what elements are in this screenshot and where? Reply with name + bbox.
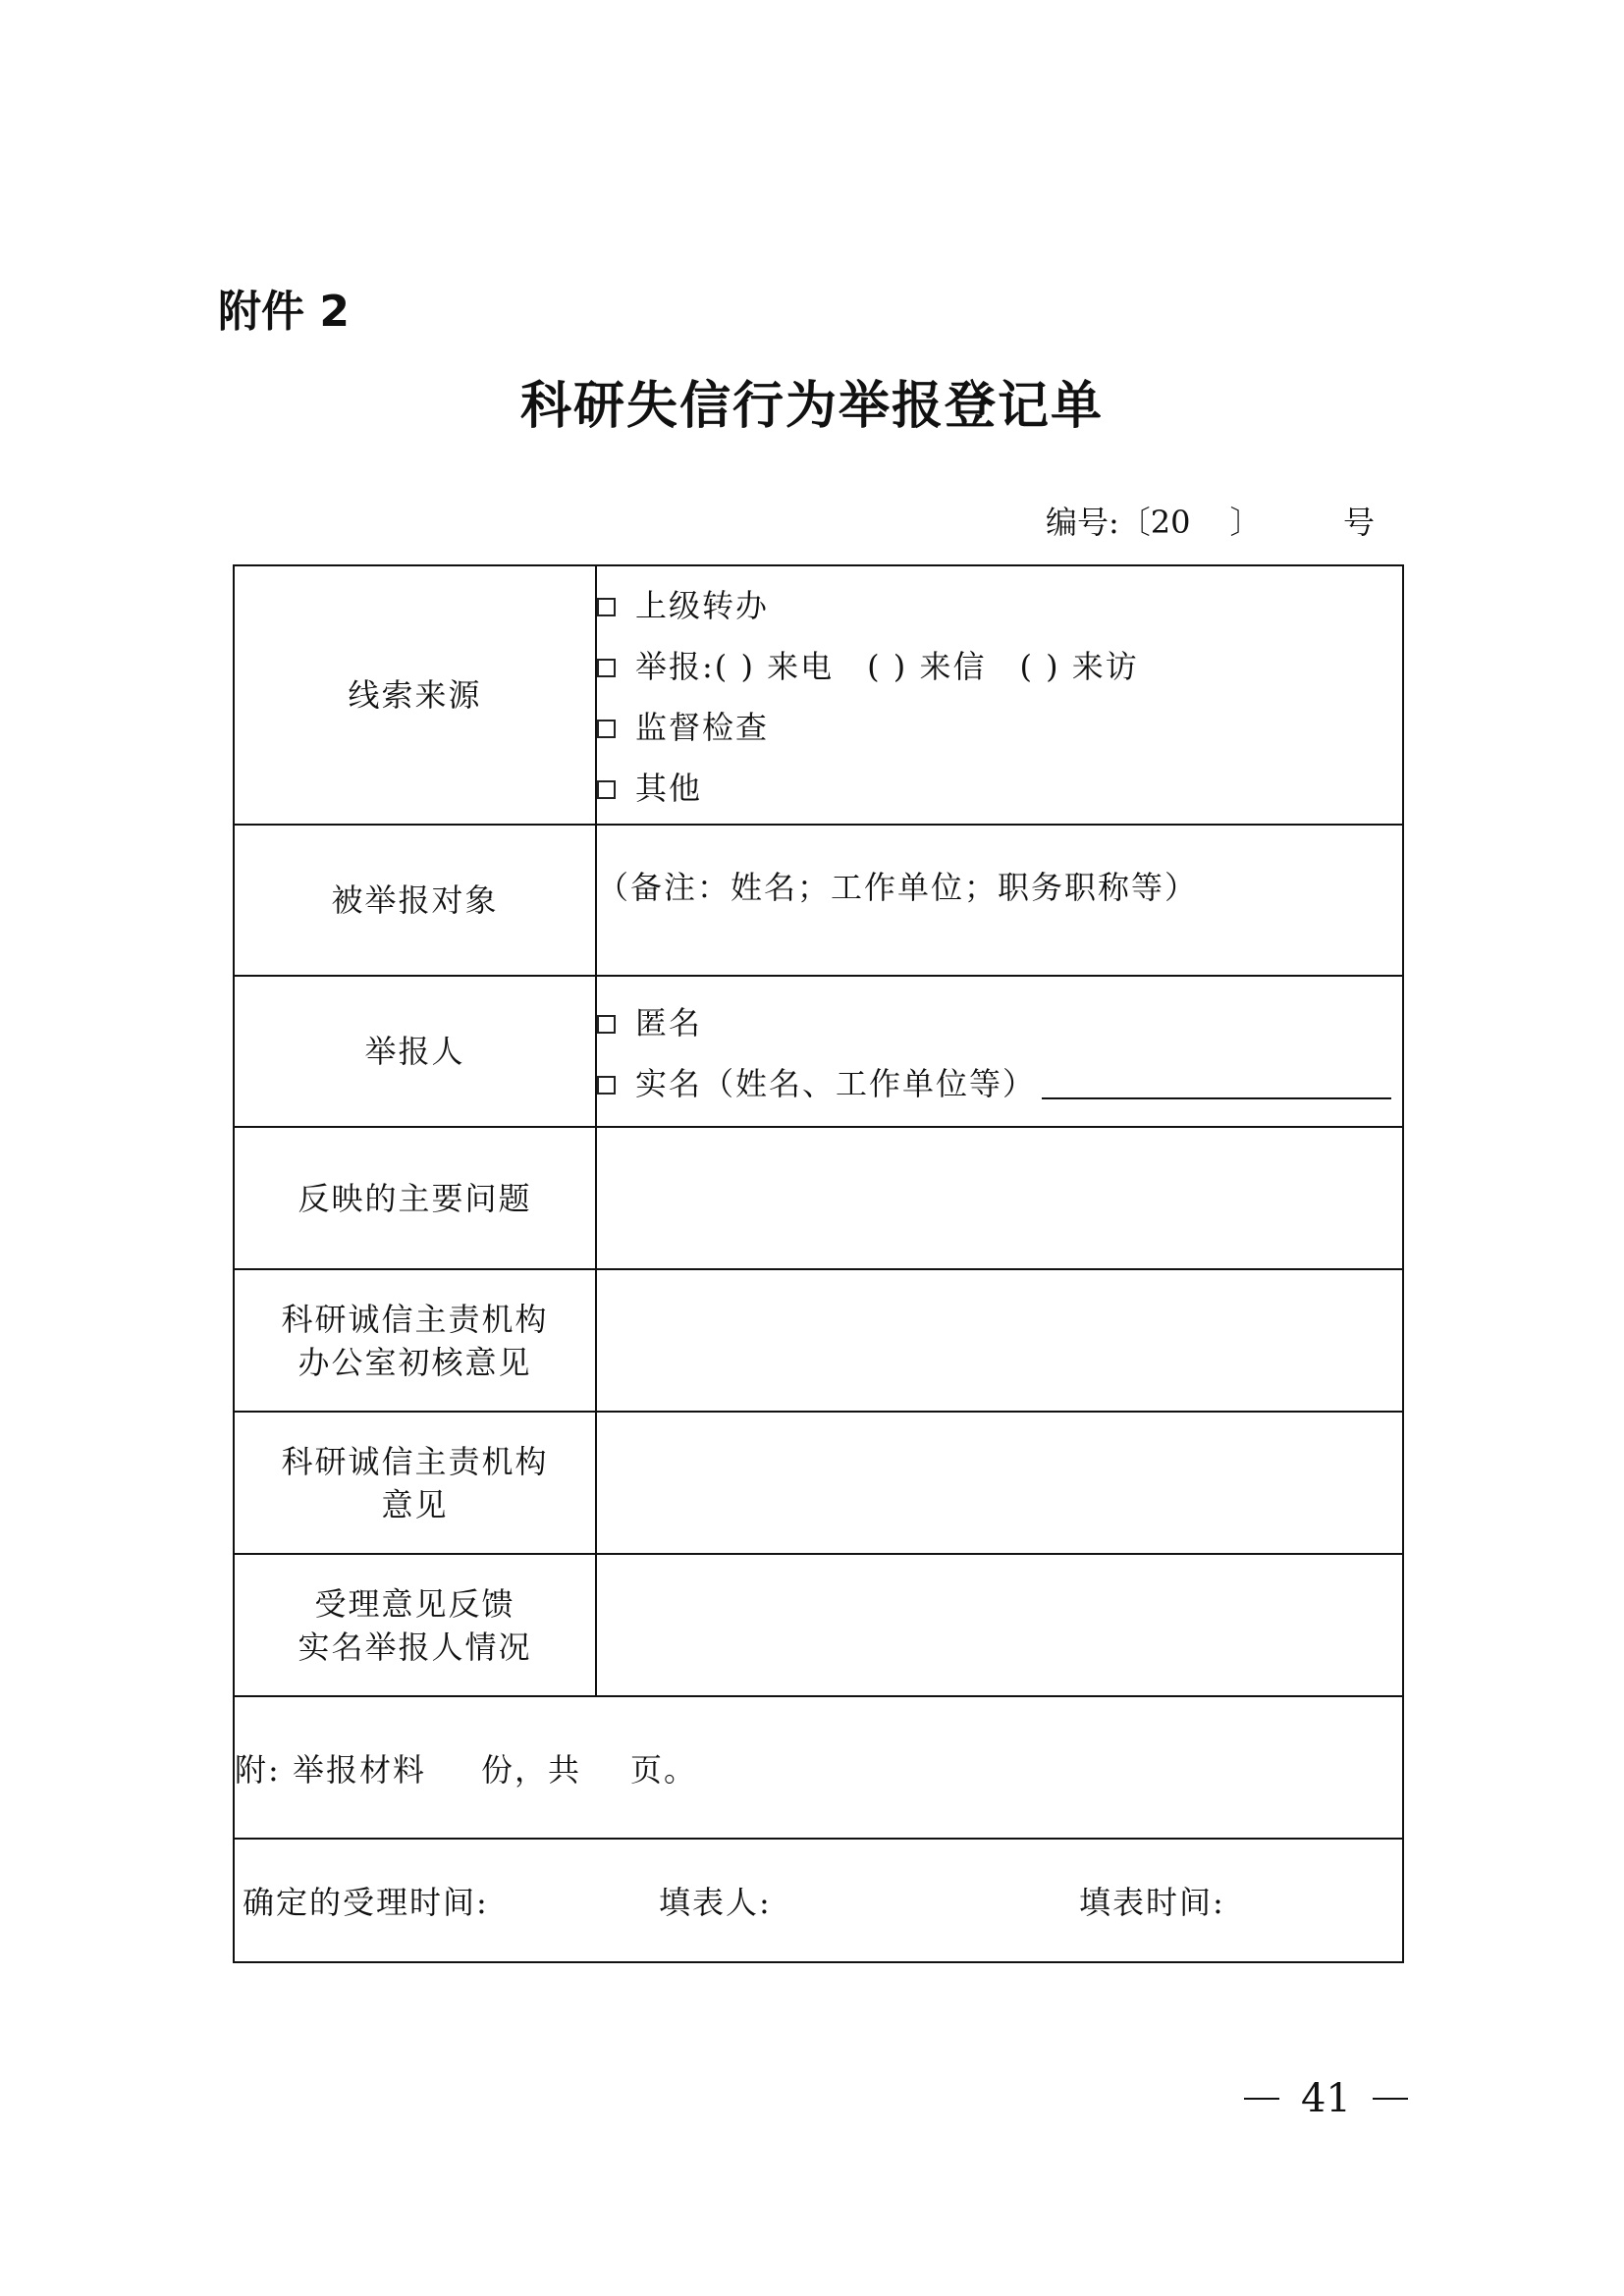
checkbox-icon[interactable] <box>597 720 616 738</box>
option-anonymous[interactable]: 匿名 <box>597 990 1402 1051</box>
label-target: 被举报对象 <box>234 825 596 976</box>
content-source <box>596 565 1403 825</box>
option-call[interactable]: ( ) 来电 <box>714 648 835 685</box>
option-other[interactable]: 其他 <box>597 756 1402 817</box>
row-target <box>234 825 1403 976</box>
checkbox-icon[interactable] <box>597 659 616 677</box>
content-reporter <box>596 976 1403 1127</box>
option-realname[interactable]: 实名（姓名、工作单位等） <box>597 1051 1402 1112</box>
checkbox-icon[interactable] <box>597 598 616 616</box>
fill-time-label: 填表时间: <box>1079 1884 1225 1921</box>
label-reporter: 举报人 <box>234 976 596 1127</box>
content-target[interactable] <box>596 825 1403 976</box>
row-agency-opinion <box>234 1412 1403 1554</box>
attachment-cell[interactable] <box>234 1696 1403 1839</box>
label-source: 线索来源 <box>234 565 596 825</box>
serial-prefix: 编号:〔20 〕 <box>1046 504 1262 541</box>
checkbox-icon[interactable] <box>597 1015 616 1034</box>
row-problem <box>234 1127 1403 1269</box>
page-title: 科研失信行为举报登记单 <box>519 377 1104 436</box>
row-source <box>234 565 1403 825</box>
report-form-table <box>233 564 1404 1963</box>
option-visit[interactable]: ( ) 来访 <box>1019 648 1139 685</box>
serial-number <box>1046 504 1375 541</box>
field-feedback[interactable] <box>596 1554 1403 1696</box>
field-agency-opinion[interactable] <box>596 1412 1403 1554</box>
target-note: （备注：姓名；工作单位；职务职称等） <box>597 869 1199 906</box>
dash-decoration <box>1373 2098 1408 2100</box>
label-feedback: 受理意见反馈 实名举报人情况 <box>234 1554 596 1696</box>
label-agency-opinion: 科研诚信主责机构 意见 <box>234 1412 596 1554</box>
row-attachment <box>234 1696 1403 1839</box>
serial-suffix: 号 <box>1342 504 1375 541</box>
checkbox-icon[interactable] <box>597 1076 616 1095</box>
realname-blank-line[interactable] <box>1042 1064 1391 1099</box>
attachment-label: 附件 2 <box>218 287 350 337</box>
label-problem: 反映的主要问题 <box>234 1127 596 1269</box>
field-problem[interactable] <box>596 1127 1403 1269</box>
option-letter[interactable]: ( ) 来信 <box>867 648 987 685</box>
option-supervision[interactable]: 监督检查 <box>597 695 1402 756</box>
dash-decoration <box>1244 2098 1279 2100</box>
row-footer <box>234 1839 1403 1962</box>
attachment-text: 附: 举报材料 份，共 页。 <box>235 1750 697 1789</box>
footer-cell <box>234 1839 1403 1962</box>
label-office-opinion: 科研诚信主责机构 办公室初核意见 <box>234 1269 596 1412</box>
checkbox-icon[interactable] <box>597 780 616 799</box>
page-number: 41 <box>1222 2079 1430 2118</box>
row-feedback <box>234 1554 1403 1696</box>
field-office-opinion[interactable] <box>596 1269 1403 1412</box>
row-reporter <box>234 976 1403 1127</box>
accept-time-label: 确定的受理时间: <box>243 1884 489 1921</box>
option-transfer[interactable]: 上级转办 <box>597 573 1402 634</box>
row-office-opinion <box>234 1269 1403 1412</box>
option-report[interactable]: 举报: ( ) 来电 ( ) 来信 ( ) 来访 <box>597 634 1402 695</box>
filler-label: 填表人: <box>659 1884 772 1921</box>
